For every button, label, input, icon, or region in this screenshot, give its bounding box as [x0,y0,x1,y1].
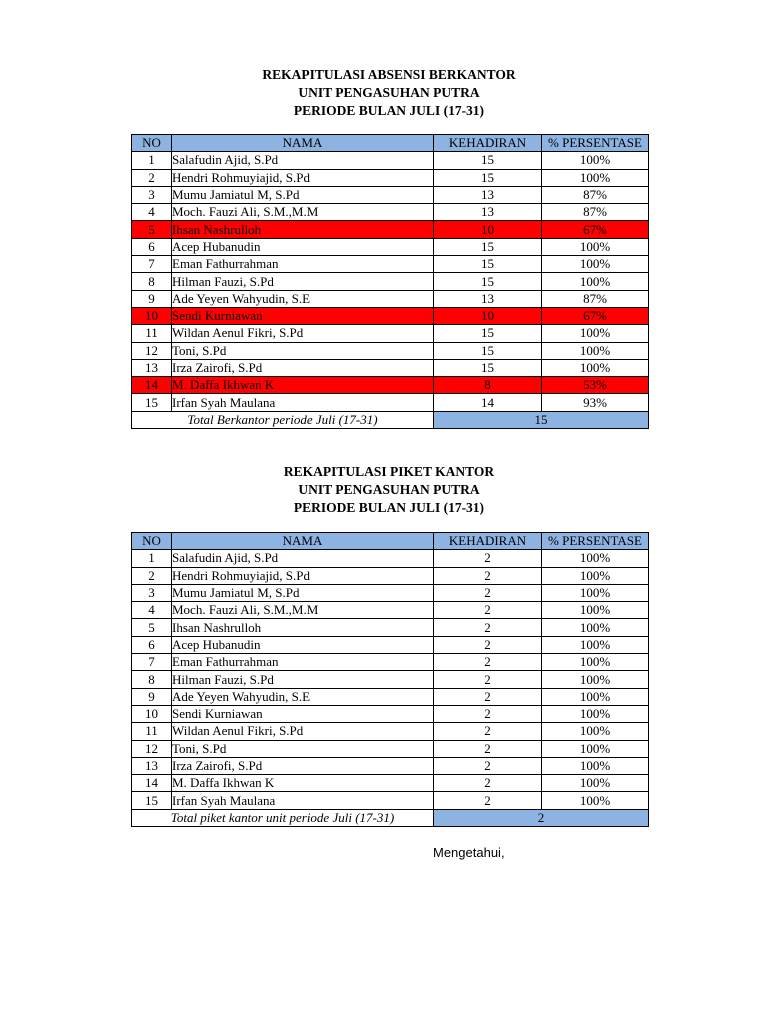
row-name: Moch. Fauzi Ali, S.M.,M.M [172,602,434,619]
row-percent: 53% [542,377,649,394]
table-row [132,377,649,394]
row-no: 15 [132,394,172,411]
table-header-row [132,135,649,152]
header-attendance: KEHADIRAN [434,533,542,550]
row-attendance: 13 [434,204,542,221]
total-row [132,809,649,826]
attendance-table [131,134,649,429]
row-attendance: 15 [434,256,542,273]
row-name: Ihsan Nashrulloh [172,619,434,636]
row-name: Wildan Aenul Fikri, S.Pd [172,723,434,740]
row-percent: 100% [542,619,649,636]
row-name: Hendri Rohmuyiajid, S.Pd [172,169,434,186]
row-name: Sendi Kurniawan [172,307,434,324]
row-no: 5 [132,619,172,636]
row-percent: 100% [542,152,649,169]
table-row [132,602,649,619]
section1-title-line: PERIODE BULAN JULI (17-31) [293,103,485,118]
section2-heading [0,463,768,517]
row-attendance: 15 [434,273,542,290]
row-percent: 100% [542,602,649,619]
total-label: Total piket kantor unit periode Juli (17-31) [132,809,434,826]
row-percent: 100% [542,740,649,757]
row-attendance: 2 [434,723,542,740]
table-row [132,723,649,740]
row-no: 12 [132,342,172,359]
table-row [132,152,649,169]
row-no: 1 [132,550,172,567]
table-row [132,775,649,792]
row-name: Wildan Aenul Fikri, S.Pd [172,325,434,342]
row-attendance: 14 [434,394,542,411]
table-row [132,757,649,774]
row-percent: 100% [542,775,649,792]
row-attendance: 10 [434,221,542,238]
row-percent: 100% [542,238,649,255]
header-attendance: KEHADIRAN [434,135,542,152]
row-attendance: 2 [434,584,542,601]
row-name: M. Daffa Ikhwan K [172,775,434,792]
table-row [132,740,649,757]
row-no: 9 [132,688,172,705]
header-no: NO [132,135,172,152]
row-attendance: 15 [434,238,542,255]
header-name: NAMA [172,533,434,550]
row-no: 1 [132,152,172,169]
row-attendance: 2 [434,740,542,757]
row-no: 11 [132,723,172,740]
table-row [132,273,649,290]
row-name: Irza Zairofi, S.Pd [172,757,434,774]
row-attendance: 2 [434,757,542,774]
table-row [132,325,649,342]
total-value: 15 [434,411,649,428]
row-name: Hendri Rohmuyiajid, S.Pd [172,567,434,584]
row-no: 10 [132,307,172,324]
section2-title-line: PERIODE BULAN JULI (17-31) [293,500,485,515]
row-percent: 100% [542,723,649,740]
row-percent: 100% [542,169,649,186]
row-name: Eman Fathurrahman [172,256,434,273]
table-row [132,792,649,809]
row-no: 7 [132,256,172,273]
row-name: Ade Yeyen Wahyudin, S.E [172,290,434,307]
row-percent: 100% [542,636,649,653]
row-name: M. Daffa Ikhwan K [172,377,434,394]
row-percent: 87% [542,290,649,307]
row-attendance: 2 [434,705,542,722]
row-name: Irfan Syah Maulana [172,792,434,809]
table-row [132,204,649,221]
row-no: 7 [132,654,172,671]
row-percent: 93% [542,394,649,411]
row-percent: 100% [542,757,649,774]
row-percent: 87% [542,204,649,221]
row-name: Eman Fathurrahman [172,654,434,671]
row-attendance: 8 [434,377,542,394]
row-attendance: 15 [434,152,542,169]
table-row [132,567,649,584]
row-name: Mumu Jamiatul M, S.Pd [172,186,434,203]
row-name: Hilman Fauzi, S.Pd [172,273,434,290]
row-percent: 100% [542,359,649,376]
row-name: Acep Hubanudin [172,238,434,255]
row-no: 15 [132,792,172,809]
row-no: 3 [132,584,172,601]
row-name: Acep Hubanudin [172,636,434,653]
table-row [132,290,649,307]
table-row [132,584,649,601]
total-row [132,411,649,428]
row-no: 14 [132,775,172,792]
row-percent: 100% [542,273,649,290]
row-attendance: 10 [434,307,542,324]
section2-title-line: UNIT PENGASUHAN PUTRA [298,482,480,497]
row-no: 8 [132,273,172,290]
table-row [132,186,649,203]
section2-title-line: REKAPITULASI PIKET KANTOR [283,464,495,479]
row-attendance: 2 [434,550,542,567]
row-attendance: 13 [434,186,542,203]
row-no: 2 [132,169,172,186]
header-name: NAMA [172,135,434,152]
table-row [132,550,649,567]
section1-title-line: UNIT PENGASUHAN PUTRA [298,85,480,100]
table-row [132,221,649,238]
row-name: Irza Zairofi, S.Pd [172,359,434,376]
header-percent: % PERSENTASE [542,533,649,550]
row-attendance: 15 [434,359,542,376]
row-percent: 100% [542,792,649,809]
row-name: Salafudin Ajid, S.Pd [172,550,434,567]
section1-heading [0,66,768,120]
table-row [132,169,649,186]
row-no: 4 [132,602,172,619]
table-row [132,394,649,411]
row-percent: 100% [542,688,649,705]
row-attendance: 15 [434,325,542,342]
table-row [132,705,649,722]
row-attendance: 2 [434,792,542,809]
table-row [132,619,649,636]
row-percent: 100% [542,325,649,342]
row-percent: 100% [542,256,649,273]
table-row [132,654,649,671]
row-name: Mumu Jamiatul M, S.Pd [172,584,434,601]
row-no: 8 [132,671,172,688]
row-no: 13 [132,757,172,774]
row-percent: 100% [542,654,649,671]
row-name: Ade Yeyen Wahyudin, S.E [172,688,434,705]
row-no: 2 [132,567,172,584]
row-attendance: 2 [434,654,542,671]
table-row [132,238,649,255]
row-no: 4 [132,204,172,221]
row-name: Sendi Kurniawan [172,705,434,722]
row-percent: 100% [542,550,649,567]
row-attendance: 15 [434,169,542,186]
row-name: Ihsan Nashrulloh [172,221,434,238]
row-percent: 100% [542,671,649,688]
row-attendance: 2 [434,567,542,584]
row-attendance: 2 [434,671,542,688]
row-no: 5 [132,221,172,238]
row-no: 9 [132,290,172,307]
total-value: 2 [434,809,649,826]
table-row [132,359,649,376]
row-name: Salafudin Ajid, S.Pd [172,152,434,169]
row-percent: 100% [542,342,649,359]
row-name: Irfan Syah Maulana [172,394,434,411]
acknowledgement-text: Mengetahui, [433,845,505,860]
table-row [132,307,649,324]
table-header-row [132,533,649,550]
total-label: Total Berkantor periode Juli (17-31) [132,411,434,428]
row-no: 10 [132,705,172,722]
table-row [132,688,649,705]
row-no: 14 [132,377,172,394]
row-no: 12 [132,740,172,757]
row-no: 11 [132,325,172,342]
row-name: Toni, S.Pd [172,342,434,359]
row-percent: 100% [542,705,649,722]
duty-table [131,532,649,827]
row-percent: 100% [542,584,649,601]
row-attendance: 2 [434,602,542,619]
row-attendance: 15 [434,342,542,359]
section1-title-line: REKAPITULASI ABSENSI BERKANTOR [262,67,516,82]
row-name: Moch. Fauzi Ali, S.M.,M.M [172,204,434,221]
row-attendance: 2 [434,636,542,653]
table-row [132,636,649,653]
row-attendance: 13 [434,290,542,307]
row-attendance: 2 [434,775,542,792]
row-percent: 67% [542,307,649,324]
row-name: Hilman Fauzi, S.Pd [172,671,434,688]
table-row [132,342,649,359]
header-percent: % PERSENTASE [542,135,649,152]
row-percent: 67% [542,221,649,238]
row-no: 3 [132,186,172,203]
table-row [132,256,649,273]
row-attendance: 2 [434,619,542,636]
row-no: 6 [132,238,172,255]
row-attendance: 2 [434,688,542,705]
header-no: NO [132,533,172,550]
row-name: Toni, S.Pd [172,740,434,757]
row-no: 13 [132,359,172,376]
table-row [132,671,649,688]
row-percent: 87% [542,186,649,203]
row-no: 6 [132,636,172,653]
row-percent: 100% [542,567,649,584]
